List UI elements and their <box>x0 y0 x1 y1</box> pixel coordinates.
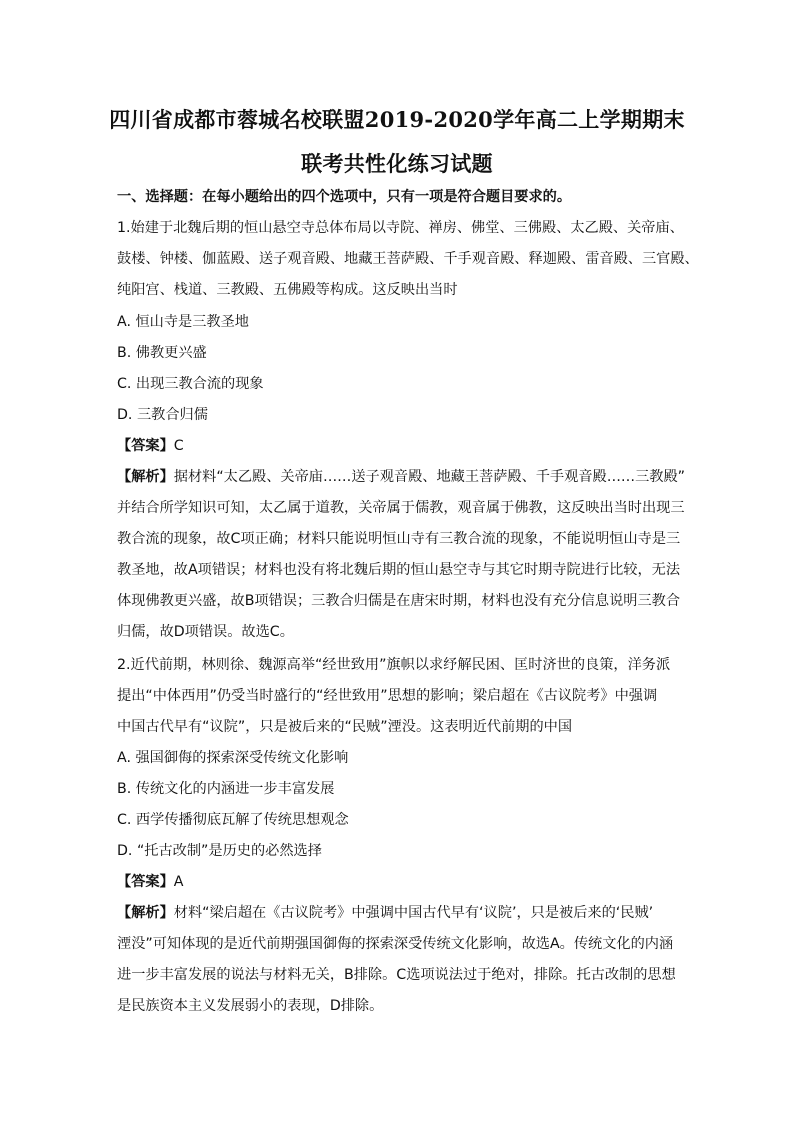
q2-answer-value: A <box>173 874 184 890</box>
q1-analysis-text-1: 据材料“太乙殿、关帝庙……送子观音殿、地藏王菩萨殿、千手观音殿……三教殿” <box>173 469 686 485</box>
q1-stem-line-3: 纯阳宫、栈道、三教殿、五佛殿等构成。这反映出当时 <box>117 282 458 298</box>
q1-answer <box>117 436 184 456</box>
q1-option-a: A. 恒山寺是三教圣地 <box>117 314 249 330</box>
q1-stem-line-1: 1.始建于北魏后期的恒山悬空寺总体布局以寺院、禅房、佛堂、三佛殿、太乙殿、关帝庙、 <box>117 220 684 236</box>
q2-option-b: B. 传统文化的内涵进一步丰富发展 <box>117 781 335 797</box>
q2-option-d: D. “托古改制”是历史的必然选择 <box>117 843 322 859</box>
q2-analysis-line-3: 进一步丰富发展的说法与材料无关，B排除。C选项说法过于绝对，排除。托古改制的思想 <box>117 967 676 983</box>
q2-analysis-text-1: 材料“梁启超在《古议院考》中强调中国古代早有‘议院’，只是被后来的‘民贼’ <box>173 905 654 921</box>
q1-analysis-label: 【解析】 <box>117 469 174 485</box>
q1-analysis-line-2: 并结合所学知识可知，太乙属于道教，关帝属于儒教，观音属于佛教，这反映出当时出现三 <box>117 500 685 516</box>
q1-answer-label: 【答案】 <box>117 438 174 454</box>
q1-stem-line-2: 鼓楼、钟楼、伽蓝殿、送子观音殿、地藏王菩萨殿、千手观音殿、释迦殿、雷音殿、三官殿、 <box>117 251 699 267</box>
q1-analysis-line-6: 归儒，故D项错误。故选C。 <box>117 624 294 640</box>
q2-stem-line-3: 中国古代早有“议院”，只是被后来的“民贼”湮没。这表明近代前期的中国 <box>117 719 573 735</box>
section-heading: 一、选择题：在每小题给出的四个选项中，只有一项是符合题目要求的。 <box>117 189 572 205</box>
q1-option-b: B. 佛教更兴盛 <box>117 345 207 361</box>
q1-option-c: C. 出现三教合流的现象 <box>117 376 264 392</box>
q2-answer <box>117 872 183 892</box>
q2-analysis-line-4: 是民族资本主义发展弱小的表现，D排除。 <box>117 998 384 1014</box>
q2-analysis-line-2: 湮没”可知体现的是近代前期强国御侮的探索深受传统文化影响，故选A。传统文化的内涵 <box>117 936 674 952</box>
q2-analysis-line-1 <box>117 903 653 923</box>
q1-analysis-line-1 <box>117 467 685 487</box>
q2-analysis-label: 【解析】 <box>117 905 174 921</box>
q1-analysis-line-4: 教圣地，故A项错误；材料也没有将北魏后期的恒山悬空寺与其它时期寺院进行比较，无法 <box>117 562 681 578</box>
q2-option-a: A. 强国御侮的探索深受传统文化影响 <box>117 750 349 766</box>
q1-answer-value: C <box>173 438 184 454</box>
q2-answer-label: 【答案】 <box>117 874 174 890</box>
document-title-line-2: 联考共性化练习试题 <box>301 151 493 176</box>
q1-analysis-line-3: 教合流的现象，故C项正确；材料只能说明恒山寺有三教合流的现象，不能说明恒山寺是三 <box>117 531 681 547</box>
document-title-line-1: 四川省成都市蓉城名校联盟2019-2020学年高二上学期期末 <box>109 107 685 132</box>
q1-analysis-line-5: 体现佛教更兴盛，故B项错误；三教合归儒是在唐宋时期，材料也没有充分信息说明三教合 <box>117 593 681 609</box>
q2-option-c: C. 西学传播彻底瓦解了传统思想观念 <box>117 812 349 828</box>
q2-stem-line-2: 提出“中体西用”仍受当时盛行的“经世致用”思想的影响；梁启超在《古议院考》中强调 <box>117 688 658 704</box>
q1-option-d: D. 三教合归儒 <box>117 407 208 423</box>
q2-stem-line-1: 2.近代前期，林则徐、魏源高举“经世致用”旗帜以求纾解民困、匡时济世的良策，洋务派 <box>117 657 671 673</box>
